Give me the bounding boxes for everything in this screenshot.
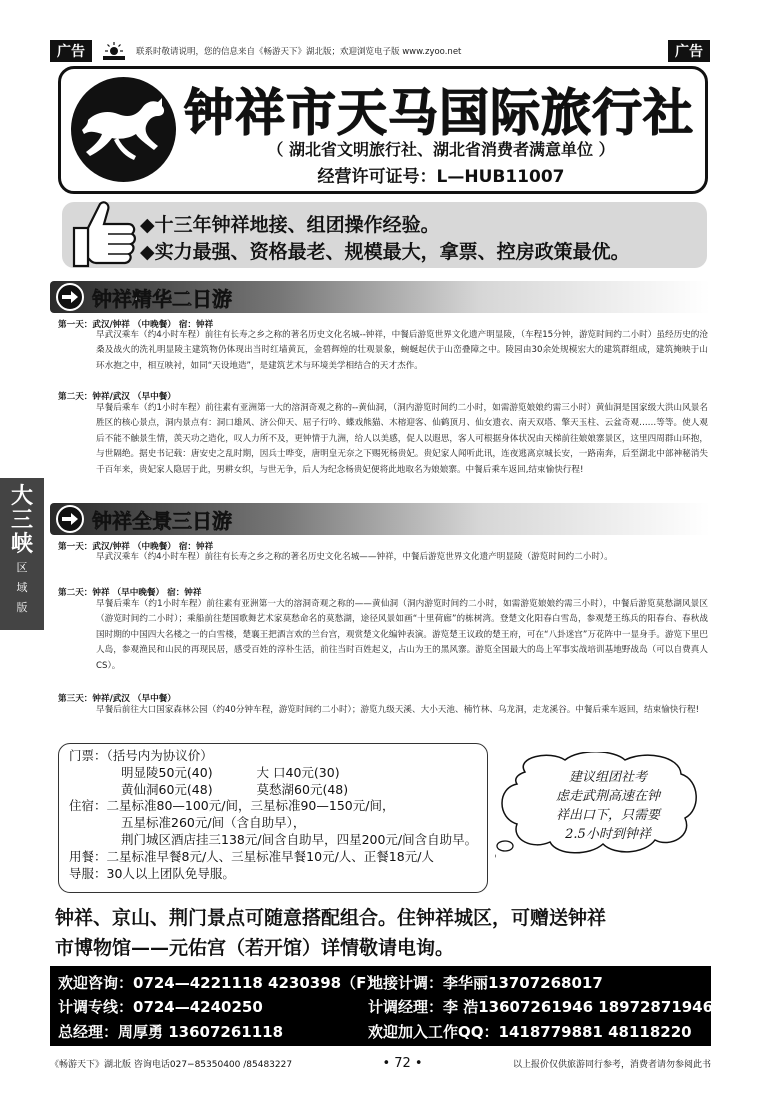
tour2-day1-heading: 第一天：武汉/钟祥 （中晚餐） 宿：钟祥 — [58, 542, 214, 552]
company-honors: （ 湖北省文明旅行社、湖北省消费者满意单位 ） — [267, 140, 615, 159]
region-tab — [0, 478, 44, 630]
footer-disclaimer: 以上报价仅供旅游同行参考，消费者请勿参阅此书 — [512, 1059, 711, 1070]
top-bar — [50, 40, 710, 62]
tour1-day1-heading: 第一天：武汉/钟祥 （中晚餐） 宿：钟祥 — [58, 320, 214, 330]
tour2-day2-heading: 第二天：钟祥 （早中晚餐） 宿：钟祥 — [58, 588, 202, 598]
footer-publisher: 《畅游天下》湖北版 咨询电话027−85350400 /85483227 — [50, 1059, 293, 1070]
region-small-char-3: 版 — [16, 601, 28, 614]
page-footer — [50, 1054, 711, 1072]
consult-phone: 欢迎咨询：0724—4221118 4230398（F） — [58, 974, 382, 992]
price-box — [58, 743, 488, 893]
tour2-header — [50, 503, 710, 535]
suggestion-line-2: 虑走武荆高速在钟 — [555, 789, 660, 804]
agency-header — [58, 66, 708, 194]
local-dispatch: 地接计调：李华丽13707268017 — [368, 974, 603, 992]
page-number: • 72 • — [382, 1055, 423, 1071]
contact-bar — [50, 966, 714, 1046]
tour1-day2-heading: 第二天：钟祥/武汉 （早中餐） — [58, 392, 176, 402]
arrow-right-icon — [56, 505, 84, 533]
stay-row-3: 荆门城区酒店挂三138元/间含自助早，四星200元/间含自助早。 — [121, 831, 478, 847]
ad-tag-right: 广告 — [668, 40, 710, 62]
advantage-1: ◆十三年钟祥地接、组团操作经验。 — [140, 214, 440, 236]
tour2-day3-heading: 第三天：钟祥/武汉 （早中餐） — [58, 694, 176, 704]
combo-line-1: 钟祥、京山、荆门景点可随意搭配组合。住钟祥城区，可赠送钟祥 — [55, 907, 607, 929]
ad-tag-left: 广告 — [50, 40, 92, 62]
stay-label: 住宿：二星标准80—100元/间，三星标准90—150元/间， — [69, 798, 395, 814]
thumbs-up-icon — [68, 198, 138, 270]
contact-note: 联系时敬请说明，您的信息来自《畅游天下》湖北版；欢迎浏览电子版 www.zyoo.net — [136, 47, 462, 57]
arrow-right-icon — [56, 283, 84, 311]
suggestion-line-3: 祥出口下，只需要 — [555, 808, 660, 823]
tour1-title: 钟祥精华二日游 — [92, 286, 232, 311]
region-big-char-1: 大 — [10, 483, 33, 509]
suggestion-line-4: 2.5小时到钟祥 — [565, 827, 651, 842]
ticket-huangxiandong: 黄仙洞60元(48) — [121, 781, 213, 797]
stay-row-2: 五星标准260元/间（含自助早）， — [121, 815, 306, 831]
region-big-char-3: 峡 — [10, 531, 33, 557]
magazine-logo — [98, 40, 130, 62]
galloping-horse-icon — [78, 90, 170, 170]
tour2-day3-text: 早餐后前往大口国家森林公园（约40分钟车程，游览时间约二小时）；游览九级天溪、大小天池、楠竹林、乌龙洞，走龙溪谷。中餐后乘车返回，结束愉快行程! — [96, 705, 700, 715]
combo-line-2: 市博物馆——元佑宫（若开馆）详情敬请电询。 — [55, 937, 455, 959]
meal-info: 用餐：二星标准早餐8元/人、三星标准早餐10元/人、正餐18元/人 — [69, 848, 434, 864]
tour1-day2-text: 早餐后乘车（约1小时车程）前往素有亚洲第一大的溶洞奇观之称的--黄仙洞，（洞内游览时间约二小时，如需游览娘娘约需三小时）黄仙洞是国家级大洪山风景名胜区的核心景点，洞内景点有：洞口雄风、济公仰天、屈子行吟、蝶戏熊猫、木榕迎客、仙鹤顶月、仙女遗衣、南天双塔、擎天玉柱、云盆奇观……等等。使人观后不能不触景生情，羡天功之造化，叹人力所不及，更钟情于九洲，给人以美感，促人以遐思，客人可根据身体状况由天梯前往娘娘寨景区，这里四周群山环抱，与世隔绝。据史书记载：唐安史之乱时期，因兵士哗变，唐明皇无奈之下赐死杨贵妃。贵妃家人闻听此讯，连夜逃离京城长安，一路南奔，后至湖北中部神秘消失千百年来，贵妃家人隐居于此，男耕女织，与世无争，后人为纪念杨贵妃便将此地取名为娘娘寨。中餐后乘车返回,结束愉快行程! — [96, 403, 708, 475]
tour2-day1-text: 早武汉乘车（约4小时车程）前往有长寿之乡之称的著名历史文化名城——钟祥，中餐后游览世界文化遗产明显陵（游览时间约二小时）。 — [96, 552, 613, 562]
tour1-header — [50, 281, 710, 313]
region-small-char-2: 域 — [16, 581, 28, 594]
ticket-row-2 — [69, 782, 477, 799]
ticket-dakou: 大 口40元(30) — [256, 764, 340, 780]
ticket-label: 门票：（括号内为协议价） — [69, 748, 213, 763]
region-small-char-1: 区 — [16, 561, 28, 574]
combo-note — [55, 903, 715, 963]
work-qq: 欢迎加入工作QQ：1418779881 48118220 — [368, 1023, 692, 1041]
horse-logo — [71, 77, 176, 182]
company-name: 钟祥市天马国际旅行社 — [184, 84, 694, 142]
sun-logo-icon — [99, 41, 129, 61]
ticket-mochouhu: 莫愁湖60元(48) — [256, 781, 349, 797]
license-number: 经营许可证号：L—HUB11007 — [317, 167, 565, 187]
region-big-char-2: 三 — [10, 507, 33, 533]
general-manager: 总经理：周厚勇 13607261118 — [58, 1023, 284, 1041]
suggestion-line-1: 建议组团社考 — [568, 770, 647, 785]
tour1-day1-text: 早武汉乘车（约4小时车程）前往有长寿之乡之称的著名历史文化名城--钟祥，中餐后游览世界文化遗产明显陵，（车程15分钟，游览时间约二小时）虽经历史的沧桑及战火的洗礼明显陵主建筑物仍体现出当时红墙黄瓦，金碧辉煌的壮观景象，蜿蜒起伏于山峦叠障之中。陵园由30余处规模宏大的建筑群组成，建筑掩映于山环水抱之中，相互映衬，如同“天设地造”，是建筑艺术与环境美学相结合的天才杰作。 — [96, 330, 708, 371]
dispatch-hotline: 计调专线：0724—4240250 — [58, 998, 263, 1016]
tour2-day2-text: 早餐后乘车（约1小时车程）前往素有亚洲第一大的溶洞奇观之称的——黄仙洞（洞内游览时间约二小时，如需游览娘娘约需三小时），中餐后游览莫愁湖风景区（游览时间约二小时）；乘船前往楚国歌舞艺术家莫愁命名的莫愁湖，途径风景如画“十里荷廊”的栋树湾。登楚文化阳春白雪岛，参观楚王练兵的阳春台、春秋战国时期的中国四大名楼之一的白雪楼，楚襄王把酒言欢的兰台宫，观赏楚文化编钟表演。游览楚王议政的楚王府，可在“八卦迷宫”万花阵中一显身手。游览下里巴人岛，参观渔民和山民的再现民居，感受百姓的淳朴生活，前往当时百姓起义，占山为王的黑风寨。游览全国最大的岛上军事实战培训基地野战岛（可以自费真人CS）。 — [96, 599, 708, 671]
dispatch-manager: 计调经理：李 浩13607261946 18972871946 — [368, 998, 714, 1016]
tour2-title: 钟祥全景三日游 — [92, 508, 232, 533]
route-suggestion — [523, 768, 693, 844]
guide-info: 导服：30人以上团队免导服。 — [69, 865, 235, 881]
advantage-2: ◆实力最强、资格最老、规模最大，拿票、控房政策最优。 — [140, 241, 630, 263]
advantages-box — [62, 202, 707, 268]
ticket-mingxianling: 明显陵50元(40) — [121, 764, 213, 780]
ticket-row-1 — [69, 765, 477, 782]
